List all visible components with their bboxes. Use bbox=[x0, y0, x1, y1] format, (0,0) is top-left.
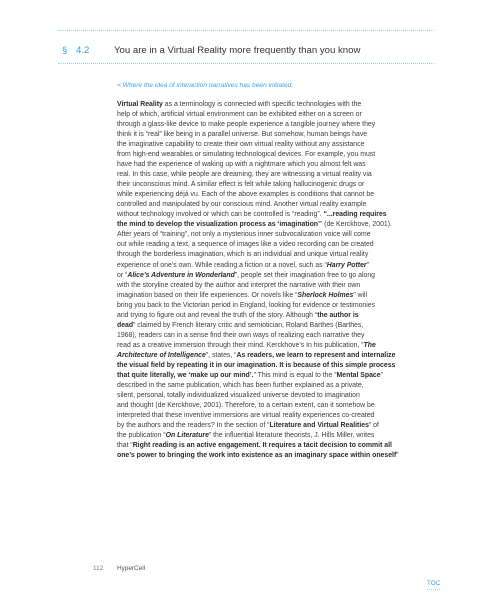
text-line bbox=[117, 230, 441, 240]
text-line bbox=[117, 130, 441, 140]
text-line bbox=[117, 431, 441, 441]
text-segment: After years of “training”, not only a mysterious inner subvocalization voice will come bbox=[117, 231, 371, 239]
text-segment: silent, personal, totally individualized visualized universe devoted to imagination bbox=[117, 391, 360, 399]
text-segment: ” the influential literature theorists, J. Hills Miller, writes bbox=[208, 432, 375, 440]
text-line bbox=[117, 261, 441, 271]
emphasized-text: The bbox=[363, 341, 376, 349]
text-line bbox=[117, 120, 441, 130]
section-title: You are in a Virtual Reality more frequently than you know bbox=[114, 45, 361, 56]
text-line bbox=[117, 301, 441, 311]
emphasized-text: the mind to develop the visualization process as ‘imagination’ bbox=[117, 221, 320, 229]
text-line bbox=[117, 210, 441, 220]
text-segment: read as a creative immersion through their mind. Kerckhove’s In his publication, “ bbox=[117, 341, 364, 349]
text-segment: ”, people set their imagination free to go along bbox=[234, 271, 376, 279]
text-line bbox=[117, 281, 441, 291]
text-segment: as a terminology is connected with specific technologies with the bbox=[162, 101, 362, 108]
text-segment: imagination based on their life experiences. Or novels like “ bbox=[117, 291, 298, 299]
emphasized-text: Virtual Reality bbox=[117, 101, 163, 108]
text-segment: ” bbox=[366, 261, 369, 269]
toc-link[interactable]: TOC bbox=[427, 580, 440, 590]
text-line bbox=[117, 401, 441, 411]
emphasized-text: Harry Potter bbox=[326, 261, 367, 269]
text-segment: ” bbox=[380, 371, 383, 379]
text-segment: with the storyline created by the author and interpret the narrative with their own bbox=[117, 281, 361, 289]
text-line bbox=[117, 371, 441, 381]
text-segment: ” will bbox=[353, 291, 368, 299]
text-segment: through a glass-like device to make people experience a tangible journey where they bbox=[117, 121, 376, 129]
text-line bbox=[117, 100, 441, 110]
text-line bbox=[117, 311, 441, 321]
page-footer bbox=[93, 565, 145, 572]
emphasized-text: Sherlock Holmes bbox=[297, 291, 354, 299]
text-segment: 1968), readers can in a sense find their own ways of realizing each narrative they bbox=[117, 331, 365, 339]
text-segment: while experiencing déjà vu. Each of the above examples is conditions that cannot be bbox=[117, 191, 375, 199]
emphasized-text: As readers, we learn to represent and internalize bbox=[236, 351, 396, 359]
text-segment: ”, states, “ bbox=[205, 351, 237, 359]
emphasized-text: the visual field by repeating it in our imagination. It is because of this simple process bbox=[117, 361, 396, 369]
text-line bbox=[117, 391, 441, 401]
text-segment: help of which, artificial virtual environment can be exhibited either on a screen or bbox=[117, 111, 362, 119]
text-segment: that “ bbox=[117, 442, 133, 450]
emphasized-text: Literature and Virtual Realities bbox=[269, 422, 369, 429]
text-segment: the publication “ bbox=[117, 432, 166, 440]
text-segment: have had the experience of waking up with a nightmare which you almost felt was bbox=[117, 161, 366, 169]
section-divider bbox=[58, 63, 434, 64]
text-line bbox=[117, 411, 441, 421]
emphasized-text: On Literature bbox=[165, 432, 209, 440]
text-line bbox=[117, 110, 441, 120]
text-segment: ” (de Kerckhove, 2001). bbox=[319, 221, 392, 229]
text-segment: controlled and manipulated by our conscious mind. Another virtual reality example bbox=[117, 201, 367, 209]
epigraph-link[interactable]: < Where the idea of interaction narratives has been initiated. bbox=[117, 82, 294, 89]
text-segment: interpreted that these inventive immersions are virtual reality experiences co-created bbox=[117, 411, 375, 419]
emphasized-text: Alice’s Adventure in Wonderland bbox=[127, 271, 235, 279]
emphasized-text: Right reading is an active engagement. It requires a tacit decision to commit all bbox=[132, 442, 392, 450]
text-line bbox=[117, 321, 441, 331]
text-segment: ” This mind is equal to the “ bbox=[253, 371, 337, 379]
text-line bbox=[117, 160, 441, 170]
text-line bbox=[117, 351, 441, 361]
text-line bbox=[117, 341, 441, 351]
text-line bbox=[117, 200, 441, 210]
text-line bbox=[117, 240, 441, 250]
text-segment: the imaginative capability to create their own virtual reality without any assistance bbox=[117, 141, 365, 149]
text-line bbox=[117, 250, 441, 260]
book-title: HyperCell bbox=[117, 565, 146, 572]
text-line bbox=[117, 331, 441, 341]
emphasized-text: Architecture of Intelligence bbox=[117, 351, 206, 359]
text-segment: without technology involved or which can be controlled is “reading”. bbox=[117, 211, 324, 219]
page-number: 112 bbox=[93, 565, 104, 572]
top-divider bbox=[58, 30, 434, 31]
emphasized-text: Mental Space bbox=[336, 371, 381, 379]
text-line bbox=[117, 361, 441, 371]
emphasized-text: the author is bbox=[317, 311, 359, 319]
text-line bbox=[117, 170, 441, 180]
text-line bbox=[117, 381, 441, 391]
text-segment: described in the same publication, which has been further explained as a private, bbox=[117, 381, 364, 389]
text-line bbox=[117, 421, 441, 431]
emphasized-text: that quite literally, we ‘make up our mind’. bbox=[117, 371, 254, 379]
text-segment: bring you back to the Victorian period in England, looking for evidence or testimonies bbox=[117, 301, 376, 309]
body-text bbox=[117, 81, 441, 461]
text-segment: ” claimed by French literary critic and semiotician, Roland Barthes (Barthes, bbox=[133, 321, 364, 329]
text-segment: ” of bbox=[368, 422, 379, 429]
section-header bbox=[62, 45, 360, 57]
text-line bbox=[117, 451, 441, 461]
text-segment: their unconscious mind. A similar effect is felt while taking hallucinogenic drugs or bbox=[117, 181, 365, 189]
text-line bbox=[117, 441, 441, 451]
text-segment: real. In this case, while people are dreaming, they are witnessing a virtual reality via bbox=[117, 171, 372, 179]
emphasized-text: one’s power to bringing the work into existence as an imaginary space within oneself bbox=[117, 452, 397, 460]
text-segment: by the authors and the readers? In the section of “ bbox=[117, 422, 270, 429]
text-segment: or “ bbox=[117, 271, 128, 279]
emphasized-text: dead bbox=[117, 321, 134, 329]
text-segment: think it is “real” like being in a parallel universe. But somehow, human beings have bbox=[117, 131, 368, 139]
text-line bbox=[117, 220, 441, 230]
text-segment: ” bbox=[396, 452, 399, 460]
text-segment: and trying to figure out and reveal the truth of the story. Although “ bbox=[117, 311, 318, 319]
section-symbol: § bbox=[62, 45, 68, 56]
text-segment: through the borderless imagination, which is an individual and unique virtual reality bbox=[117, 251, 369, 259]
text-line bbox=[117, 180, 441, 190]
text-line bbox=[117, 190, 441, 200]
text-segment: from high-end wearables or simulating technological devices. For example, you must bbox=[117, 151, 376, 159]
text-line bbox=[117, 271, 441, 281]
main-paragraph bbox=[117, 100, 441, 461]
text-segment: and thought (de Kerckhove, 2001). Therefore, to a certain extent, can it somehow be bbox=[117, 401, 375, 409]
text-line bbox=[117, 291, 441, 301]
text-segment: experience of one’s own. While reading a fiction or a novel, such as “ bbox=[117, 261, 327, 269]
text-line bbox=[117, 150, 441, 160]
emphasized-text: “...reading requires bbox=[323, 211, 387, 219]
text-line bbox=[117, 140, 441, 150]
section-number: 4.2 bbox=[76, 45, 90, 56]
text-segment: out while reading a text, a sequence of images like a video recording can be created bbox=[117, 241, 374, 249]
